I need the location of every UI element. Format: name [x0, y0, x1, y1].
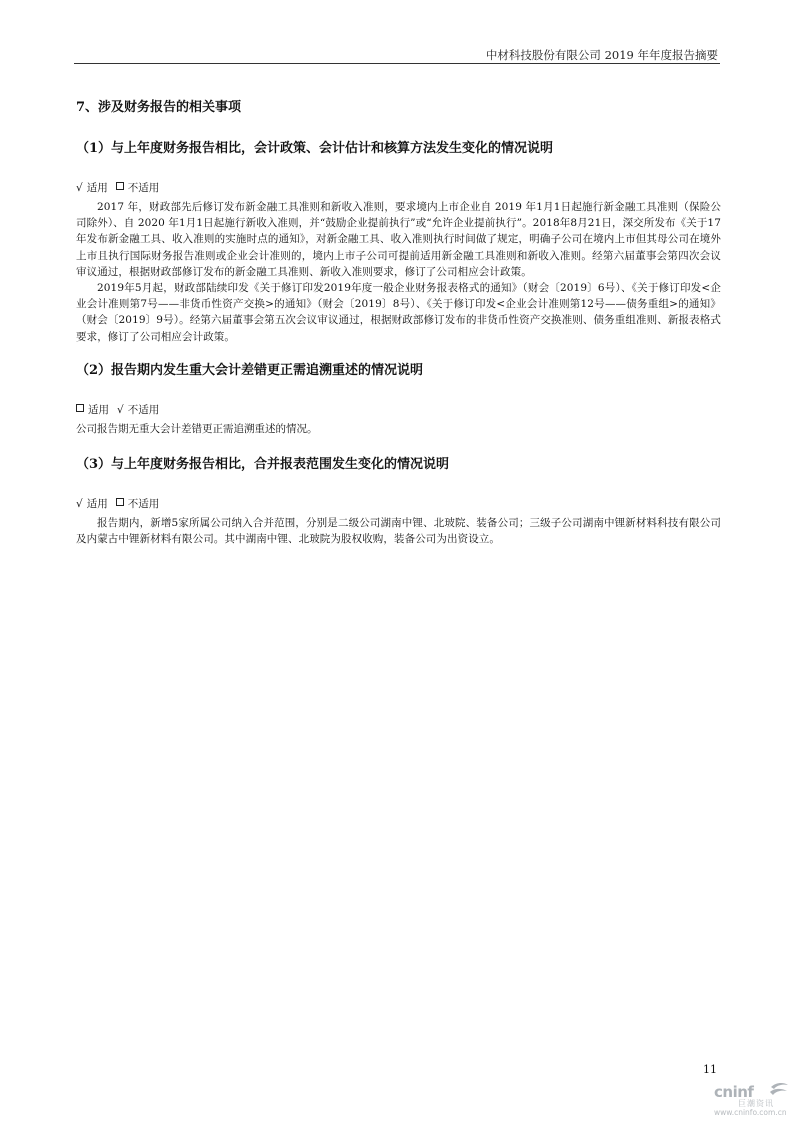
- cninfo-logo: [714, 1081, 794, 1123]
- document-body: [76, 96, 721, 547]
- not-applicable-label: 不适用: [127, 403, 160, 416]
- subsection-1-heading: （1）与上年度财务报告相比，会计政策、会计估计和核算方法发生变化的情况说明: [76, 141, 554, 156]
- section-7-heading: 7、涉及财务报告的相关事项: [76, 100, 242, 115]
- check-mark-icon: √: [76, 497, 83, 510]
- empty-checkbox-icon: [116, 498, 124, 506]
- logo-chinese-text: 巨潮资讯: [738, 1099, 774, 1108]
- report-header-title: 中材科技股份有限公司 2019 年年度报告摘要: [485, 48, 718, 62]
- check-mark-icon: √: [117, 403, 124, 416]
- header-divider: [74, 63, 720, 64]
- not-applicable-label: 不适用: [127, 182, 160, 194]
- accounting-policy-paragraph-2: 2019年5月起，财政部陆续印发《关于修订印发2019年度一般企业财务报表格式的通知》（财会〔2019〕6号）、《关于修订印发<企业会计准则第7号——非货币性资产交换>的通知》（财会〔2019〕8号）、《关于修订印发<企业会计准则第12号——债务重组>的通知》（财会〔2019〕9号）。经第六届董事会第五次会议审议通过，根据财政部修订发布的非货币性资产交换准则、债务重组准则、新报表格式要求，修订了公司相应会计政策。: [76, 282, 721, 343]
- check-mark-icon: √: [76, 182, 83, 194]
- consolidation-scope-paragraph: 报告期内，新增5家所属公司纳入合并范围，分别是二级公司湖南中锂、北玻院、装备公司；三级子公司湖南中锂新材料科技有限公司及内蒙古中锂新材料有限公司。其中湖南中锂、北玻院为股权收购，装备公司为出资设立。: [76, 516, 721, 546]
- logo-url-text: www.cninfo.com.cn: [714, 1108, 787, 1117]
- page-number: 11: [703, 1063, 717, 1076]
- applicable-label: 适用: [86, 182, 108, 194]
- applicable-label: 适用: [88, 403, 109, 416]
- empty-checkbox-icon: [116, 182, 124, 190]
- logo-wordmark: cninf: [714, 1083, 754, 1101]
- empty-checkbox-icon: [76, 404, 84, 412]
- logo-swirl-icon: [768, 1081, 790, 1099]
- subsection-2-applicability: [76, 402, 721, 418]
- subsection-1-applicability: [76, 180, 721, 196]
- not-applicable-label: 不适用: [127, 497, 160, 510]
- subsection-3-heading: （3）与上年度财务报告相比，合并报表范围发生变化的情况说明: [76, 456, 450, 472]
- applicable-label: 适用: [86, 497, 108, 510]
- accounting-policy-paragraph-1: 2017 年，财政部先后修订发布新金融工具准则和新收入准则，要求境内上市企业自 2019 年1月1日起施行新金融工具准则（保险公司除外）、自 2020 年1月1日起施行新收入准则，并“鼓励企业提前执行”或“允许企业提前执行”。2018年8月21日，深交所发布《关于17年发布新金融工具、收入准则的实施时点的通知》，对新金融工具、收入准则执行时间做了规定，明确子公司在境内上市但其母公司在境外上市且执行国际财务报告准则或企业会计准则的，境内上市子公司可提前适用新金融工具准则和新收入准则。经第六届董事会第四次会议审议通过，根据财政部修订发布的新金融工具准则、新收入准则要求，修订了公司相应会计政策。: [76, 201, 721, 278]
- subsection-2-heading: （2）报告期内发生重大会计差错更正需追溯重述的情况说明: [76, 362, 424, 378]
- subsection-3-applicability: [76, 496, 721, 512]
- error-correction-statement: 公司报告期无重大会计差错更正需追溯重述的情况。: [76, 422, 318, 435]
